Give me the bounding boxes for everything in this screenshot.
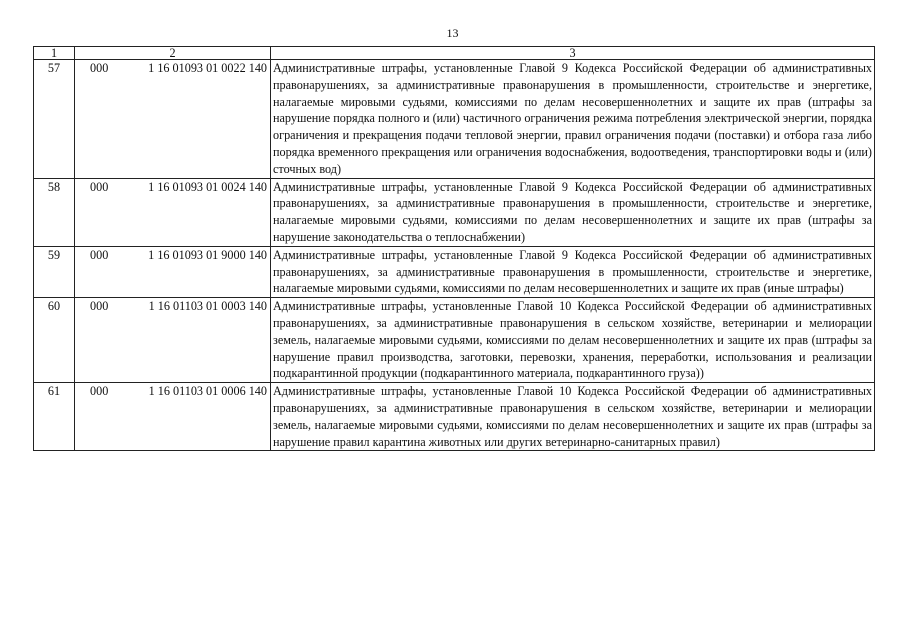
code-cell <box>75 60 271 179</box>
admin-code: 000 <box>90 61 109 75</box>
header-col-1: 1 <box>34 47 75 60</box>
code-cell <box>75 178 271 246</box>
header-col-2: 2 <box>75 47 271 60</box>
admin-code: 000 <box>90 384 109 399</box>
row-description: Административные штрафы, установленные Главой 9 Кодекса Российской Федерации об административных правонарушениях, за административные правонарушения в промышленности, строительстве и энергетике, налагаемые мировыми судьями, комиссиями по делам несовершеннолетних и защите их прав (штрафы за нарушение порядка полного и (или) частичного ограничения режима потребления электрической энергии, порядка ограничения и прекращения подачи тепловой энергии, правил ограничения подачи (поставки) и отбора газа либо порядка временного прекращения или ограничения водоснабжения, водоотведения, транспортировки воды и (или) сточных вод) <box>271 60 875 179</box>
header-col-3: 3 <box>271 47 875 60</box>
code-cell <box>75 383 271 451</box>
admin-code: 000 <box>90 247 109 262</box>
kbk-code: 1 16 01093 01 0024 140 <box>148 179 267 194</box>
admin-code: 000 <box>90 299 109 314</box>
budget-classification-table <box>33 46 875 451</box>
page-number: 13 <box>446 26 459 40</box>
table-row <box>34 246 875 297</box>
row-number: 59 <box>34 246 75 297</box>
code-cell <box>75 298 271 383</box>
row-number: 57 <box>34 60 75 179</box>
code-cell <box>75 246 271 297</box>
row-description: Административные штрафы, установленные Главой 10 Кодекса Российской Федерации об административных правонарушениях, за административные правонарушения в сельском хозяйстве, ветеринарии и мелиорации земель, налагаемые мировыми судьями, комиссиями по делам несовершеннолетних и защите их прав (штрафы за нарушение правил карантина животных или других ветеринарно-санитарных правил) <box>271 383 875 451</box>
row-number: 58 <box>34 178 75 246</box>
row-description: Административные штрафы, установленные Главой 9 Кодекса Российской Федерации об административных правонарушениях, за административные правонарушения в промышленности, строительстве и энергетике, налагаемые мировыми судьями, комиссиями по делам несовершеннолетних и защите их прав (штрафы за нарушение законодательства о теплоснабжении) <box>271 178 875 246</box>
kbk-code: 1 16 01093 01 0022 140 <box>148 61 267 75</box>
table-header-row <box>34 47 875 60</box>
kbk-code: 1 16 01103 01 0003 140 <box>148 299 267 314</box>
table-row <box>34 298 875 383</box>
admin-code: 000 <box>90 179 109 194</box>
row-description: Административные штрафы, установленные Главой 9 Кодекса Российской Федерации об административных правонарушениях, за административные правонарушения в промышленности, строительстве и энергетике, налагаемые мировыми судьями, комиссиями по делам несовершеннолетних и защите их прав (иные штрафы) <box>271 246 875 297</box>
row-number: 60 <box>34 298 75 383</box>
table-row <box>34 178 875 246</box>
table-row <box>34 60 875 179</box>
row-description: Административные штрафы, установленные Главой 10 Кодекса Российской Федерации об административных правонарушениях, за административные правонарушения в сельском хозяйстве, ветеринарии и мелиорации земель, налагаемые мировыми судьями, комиссиями по делам несовершеннолетних и защите их прав (штрафы за нарушение правил производства, заготовки, перевозки, хранения, переработки, использования и реализации подкарантинной продукции (подкарантинного материала, подкарантинного груза)) <box>271 298 875 383</box>
row-number: 61 <box>34 383 75 451</box>
kbk-code: 1 16 01093 01 9000 140 <box>148 247 267 262</box>
kbk-code: 1 16 01103 01 0006 140 <box>148 384 267 399</box>
table-row <box>34 383 875 451</box>
